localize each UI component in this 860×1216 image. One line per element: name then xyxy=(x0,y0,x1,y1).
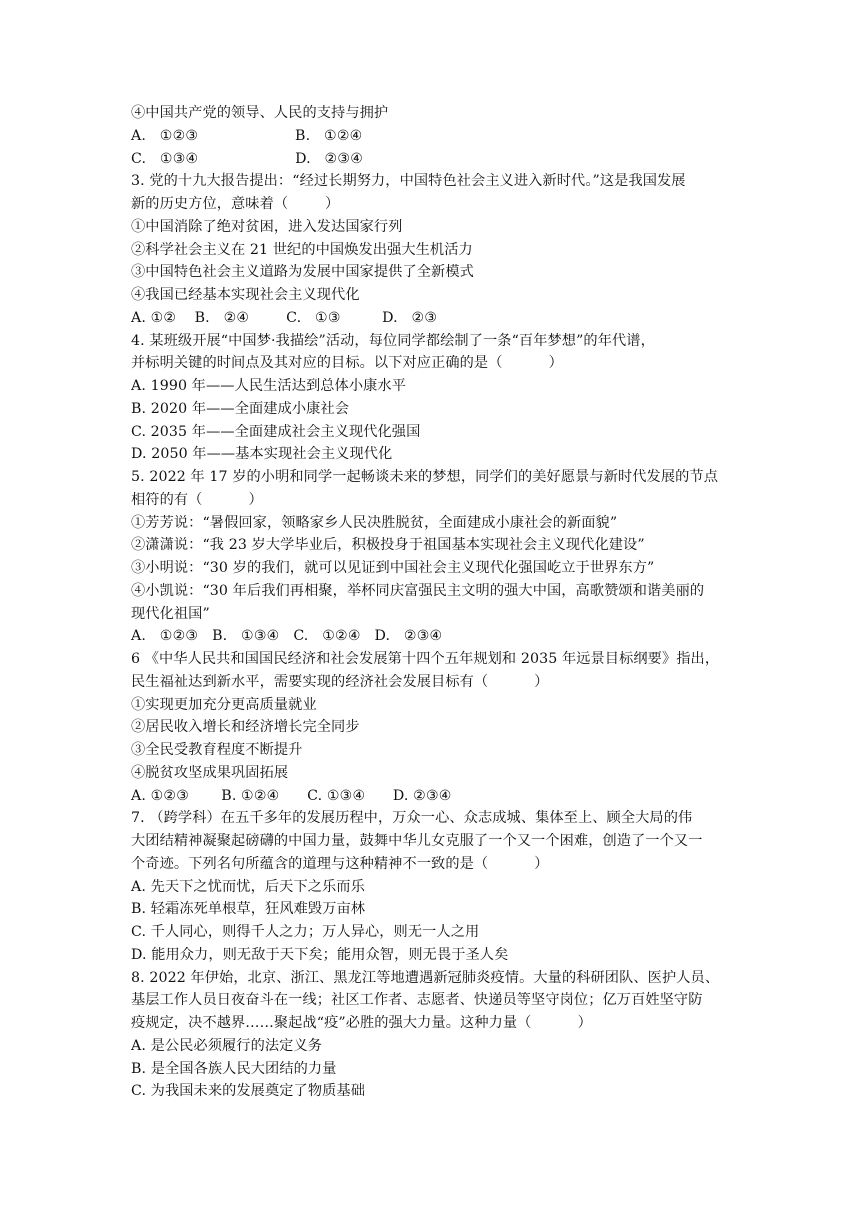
text-line: 4. 某班级开展“中国梦·我描绘”活动，每位同学都绘制了一条“百年梦想”的年代谱， xyxy=(131,332,655,349)
text-line: 6 《中华人民共和国国民经济和社会发展第十四个五年规划和 2035 年远景目标纲要》指出， xyxy=(131,651,720,667)
text-line: A. ①②③ B. ①②④ xyxy=(131,127,363,144)
text-line: A. 先天下之忧而忧，后天下之乐而乐 xyxy=(131,878,365,895)
text-line: 民生福祉达到新水平，需要实现的经济社会发展目标有（ ） xyxy=(131,673,549,690)
text-line: ①实现更加充分更高质量就业 xyxy=(131,696,317,713)
text-line: C. 2035 年——全面建成社会主义现代化强国 xyxy=(131,423,421,440)
text-line: D. 能用众力，则无敌于天下矣；能用众智，则无畏于圣人矣 xyxy=(131,946,509,963)
text-line: B. 轻霜冻死单根草，狂风难毁万亩林 xyxy=(131,901,366,918)
text-line: C. ①③④ D. ②③④ xyxy=(131,150,364,167)
text-line: A. ①② B. ②④ C. ①③ D. ②③ xyxy=(131,309,438,326)
text-line: A. 是公民必须履行的法定义务 xyxy=(131,1037,323,1054)
text-line: A. ①②③ B. ①③④ C. ①②④ D. ②③④ xyxy=(131,628,443,645)
text-line: A. 1990 年——人民生活达到总体小康水平 xyxy=(131,378,406,394)
text-line: ②潇潇说：“我 23 岁大学毕业后，积极投身于祖国基本实现社会主义现代化建设” xyxy=(131,537,645,554)
text-line: ①芳芳说：“暑假回家，领略家乡人民决胜脱贫，全面建成小康社会的新面貌” xyxy=(131,514,618,531)
text-line: ②居民收入增长和经济增长完全同步 xyxy=(131,719,360,736)
text-line: A. ①②③ B. ①②④ C. ①③④ D. ②③④ xyxy=(131,787,452,804)
text-line: ③中国特色社会主义道路为发展中国家提供了全新模式 xyxy=(131,264,474,281)
text-line: 相符的有（ ） xyxy=(131,491,263,508)
text-line: 7. （跨学科）在五千多年的发展历程中，万众一心、众志成城、集体至上、顾全大局的伟 xyxy=(131,810,693,827)
text-line: 并标明关键的时间点及其对应的目标。以下对应正确的是（ ） xyxy=(131,355,563,372)
text-line: 现代化祖国” xyxy=(131,605,210,622)
text-line: 基层工作人员日夜奋斗在一线；社区工作者、志愿者、快递员等坚守岗位；亿万百姓坚守防 xyxy=(131,992,703,1009)
text-line: ④我国已经基本实现社会主义现代化 xyxy=(131,287,360,303)
text-line: ③小明说：“30 岁的我们，就可以见证到中国社会主义现代化强国屹立于世界东方” xyxy=(131,560,655,576)
text-line: ③全民受教育程度不断提升 xyxy=(131,742,303,758)
text-line: B. 是全国各族人民大团结的力量 xyxy=(131,1060,337,1077)
text-line: ②科学社会主义在 21 世纪的中国焕发出强大生机活力 xyxy=(131,241,473,258)
text-line: C. 千人同心，则得千人之力；万人异心，则无一人之用 xyxy=(131,924,480,940)
text-line: D. 2050 年——基本实现社会主义现代化 xyxy=(131,446,393,463)
text-line: 3. 党的十九大报告提出：“经过长期努力，中国特色社会主义进入新时代。”这是我国发展 xyxy=(131,173,686,190)
text-line: ①中国消除了绝对贫困，进入发达国家行列 xyxy=(131,218,403,235)
text-line: ④小凯说：“30 年后我们再相聚，举杯同庆富强民主文明的强大中国，高歌赞颂和谐美丽的 xyxy=(131,582,705,599)
text-line: ④中国共产党的领导、人民的支持与拥护 xyxy=(131,105,389,121)
text-line: ④脱贫攻坚成果巩固拓展 xyxy=(131,764,289,781)
text-line: 个奇迹。下列名句所蕴含的道理与这种精神不一致的是（ ） xyxy=(131,855,549,872)
text-line: 疫规定，决不越界……聚起战“疫”必胜的强大力量。这种力量（ ） xyxy=(131,1015,592,1031)
text-line: 5. 2022 年 17 岁的小明和同学一起畅谈未来的梦想，同学们的美好愿景与新时代发展的节点 xyxy=(131,469,718,485)
text-line: 8. 2022 年伊始，北京、浙江、黑龙江等地遭遇新冠肺炎疫情。大量的科研团队、医护人员、 xyxy=(131,969,720,986)
text-line: 新的历史方位，意味着（ ） xyxy=(131,196,340,212)
text-line: B. 2020 年——全面建成小康社会 xyxy=(131,400,350,417)
text-line: C. 为我国未来的发展奠定了物质基础 xyxy=(131,1083,365,1100)
text-line: 大团结精神凝聚起磅礴的中国力量，鼓舞中华儿女克服了一个又一个困难，创造了一个又一 xyxy=(131,833,703,849)
